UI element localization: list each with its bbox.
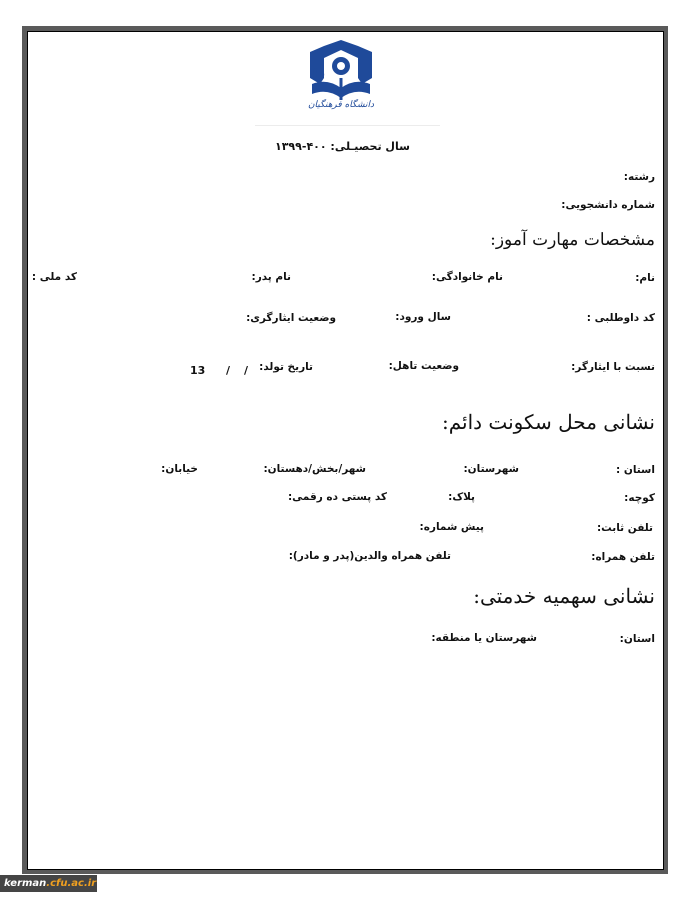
- province-label: استان :: [616, 464, 655, 476]
- national-code-label: کد ملی :: [31, 271, 77, 283]
- entry-year-label: سال ورود:: [395, 311, 451, 323]
- site-watermark: [0, 875, 97, 892]
- university-name: دانشگاه فرهنگیان: [307, 100, 375, 110]
- service-quota-title: نشانی سهمیه خدمتی:: [473, 584, 655, 608]
- divider: [255, 125, 440, 126]
- watermark-part2: .cfu.ac.ir: [46, 878, 97, 889]
- city-district-label: شهر/بخش/دهستان:: [263, 463, 366, 475]
- document-page: [27, 31, 664, 870]
- plate-label: پلاک:: [448, 491, 475, 503]
- trainee-section-title: مشخصات مهارت آموز:: [490, 230, 655, 250]
- marital-status-label: وضعیت تاهل:: [388, 360, 459, 372]
- landline-label: تلفن ثابت:: [596, 522, 653, 534]
- alley-label: کوچه:: [624, 492, 655, 504]
- birth-year-prefix: 13: [190, 364, 206, 377]
- quota-province-label: استان:: [619, 633, 655, 645]
- major-label: رشته:: [623, 171, 655, 183]
- birth-date-slash: /: [226, 364, 231, 377]
- birth-date-label: تاریخ تولد:: [259, 361, 313, 373]
- student-number-label: شماره دانشجویی:: [561, 199, 655, 211]
- parents-mobile-label: تلفن همراه والدین(پدر و مادر):: [288, 550, 451, 562]
- county-label: شهرستان:: [463, 463, 519, 475]
- street-label: خیابان:: [161, 463, 198, 475]
- area-code-label: پیش شماره:: [419, 521, 484, 533]
- postal-code-label: کد پستی ده رقمی:: [287, 491, 387, 503]
- watermark-part1: kerman: [4, 878, 47, 889]
- first-name-label: نام:: [635, 272, 655, 284]
- birth-date-slash: /: [244, 364, 249, 377]
- father-name-label: نام پدر:: [251, 271, 291, 283]
- mobile-label: تلفن همراه:: [591, 551, 655, 563]
- veteran-relation-label: نسبت با ایثارگر:: [571, 361, 655, 373]
- applicant-code-label: کد داوطلبی :: [586, 312, 655, 324]
- quota-county-label: شهرستان یا منطقه:: [431, 632, 537, 644]
- last-name-label: نام خانوادگی:: [431, 271, 503, 283]
- academic-year: سال تحصیـلی: ۴۰۰-۱۳۹۹: [275, 140, 410, 153]
- permanent-address-title: نشانی محل سکونت دائم:: [442, 410, 655, 434]
- veteran-status-label: وضعیت ایثارگری:: [246, 312, 336, 324]
